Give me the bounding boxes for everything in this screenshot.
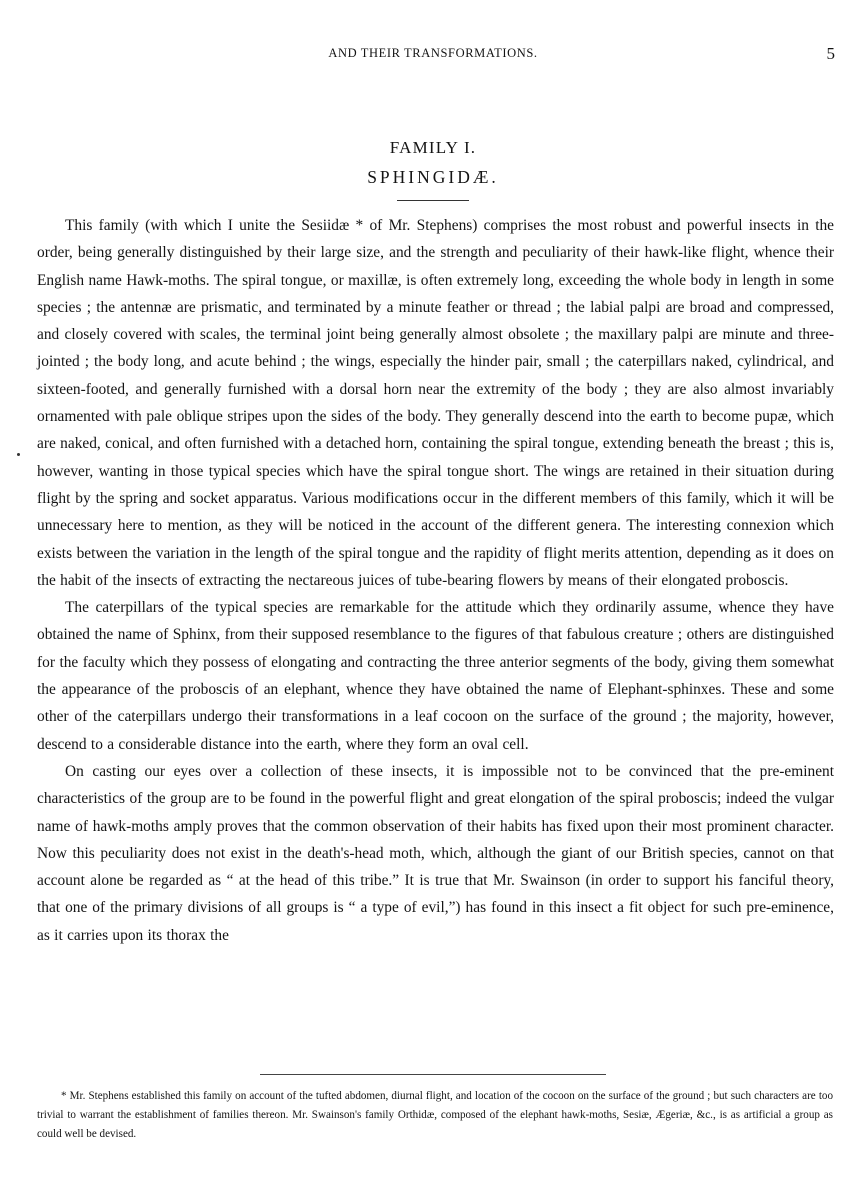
title-rule xyxy=(397,200,469,201)
footnote: * Mr. Stephens established this family on account of the tufted abdomen, diurnal flight, and location of the cocoon on the surface of the ground ; but such characters are too trivial to warrant the establishment of families thereon. Mr. Swainson's family Orthidæ, composed of the elephant hawk-moths, Sesiæ, Ægeriæ, &c., is as artificial a group as could well be devised. xyxy=(37,1090,833,1140)
body-text xyxy=(37,212,834,949)
footnote-rule xyxy=(260,1074,606,1075)
paragraph-3: On casting our eyes over a collection of these insects, it is impossible not to be convinced that the pre-eminent characteristics of the group are to be found in the powerful flight and great elongation of the spiral proboscis; indeed the vulgar name of hawk-moths amply proves that the common observation of their habits has fixed upon their most prominent character. Now this peculiarity does not exist in the death's-head moth, which, although the giant of our British species, cannot on that account alone be regarded as “ at the head of this tribe.” It is true that Mr. Swainson (in order to support his fanciful theory, that one of the primary divisions of all groups is “ a type of evil,”) has found in this insect a fit object for such pre-eminence, as it carries upon its thorax the xyxy=(37,762,834,944)
paragraph-2: The caterpillars of the typical species are remarkable for the attitude which they ordinarily assume, whence they have obtained the name of Sphinx, from their supposed resemblance to the figures of that fabulous creature ; others are distinguished for the faculty which they possess of elongating and contracting the three anterior segments of the body, giving them somewhat the appearance of the proboscis of an elephant, whence they have obtained the name of Elephant-sphinxes. These and some other of the caterpillars undergo their transformations in a leaf cocoon on the surface of the ground ; the majority, however, descend to a considerable distance into the earth, where they form an oval cell. xyxy=(37,599,834,753)
family-label: FAMILY I. xyxy=(389,138,477,157)
page-number: 5 xyxy=(826,44,835,63)
running-head xyxy=(0,46,866,66)
family-name: SPHINGIDÆ. xyxy=(367,167,499,187)
running-title: AND THEIR TRANSFORMATIONS. xyxy=(328,46,538,60)
paragraph-1: This family (with which I unite the Sesiidæ * of Mr. Stephens) comprises the most robust and powerful insects in the order, being generally distinguished by their large size, and the strength and peculiarity of their hawk-like flight, whence their English name Hawk-moths. The spiral tongue, or maxillæ, is often extremely long, exceeding the whole body in length in some species ; the antennæ are prismatic, and terminated by a minute feather or thread ; the labial palpi are broad and compressed, and closely covered with scales, the terminal joint being generally almost obsolete ; the maxillary palpi are minute and three-jointed ; the body long, and acute behind ; the wings, especially the hinder pair, small ; the caterpillars naked, cylindrical, and sixteen-footed, and generally furnished with a dorsal horn near the extremity of the body ; they are also almost invariably ornamented with pale oblique stripes upon the sides of the body. They generally descend into the earth to become pupæ, which are naked, conical, and often furnished with a detached horn, containing the spiral tongue, extending beneath the breast ; this is, however, wanting in those typical species which have the spiral tongue short. The wings are retained in their situation during flight by the spring and socket apparatus. Various modifications occur in the different members of this family, which it will be unnecessary here to mention, as they will be noticed in the account of the different genera. The interesting connexion which exists between the variation in the length of the spiral tongue and the rapidity of flight merits attention, depending as it does on the habit of the insects of extracting the nectareous juices of tube-bearing flowers by means of their elongated proboscis. xyxy=(37,217,834,589)
margin-dot xyxy=(17,453,20,456)
